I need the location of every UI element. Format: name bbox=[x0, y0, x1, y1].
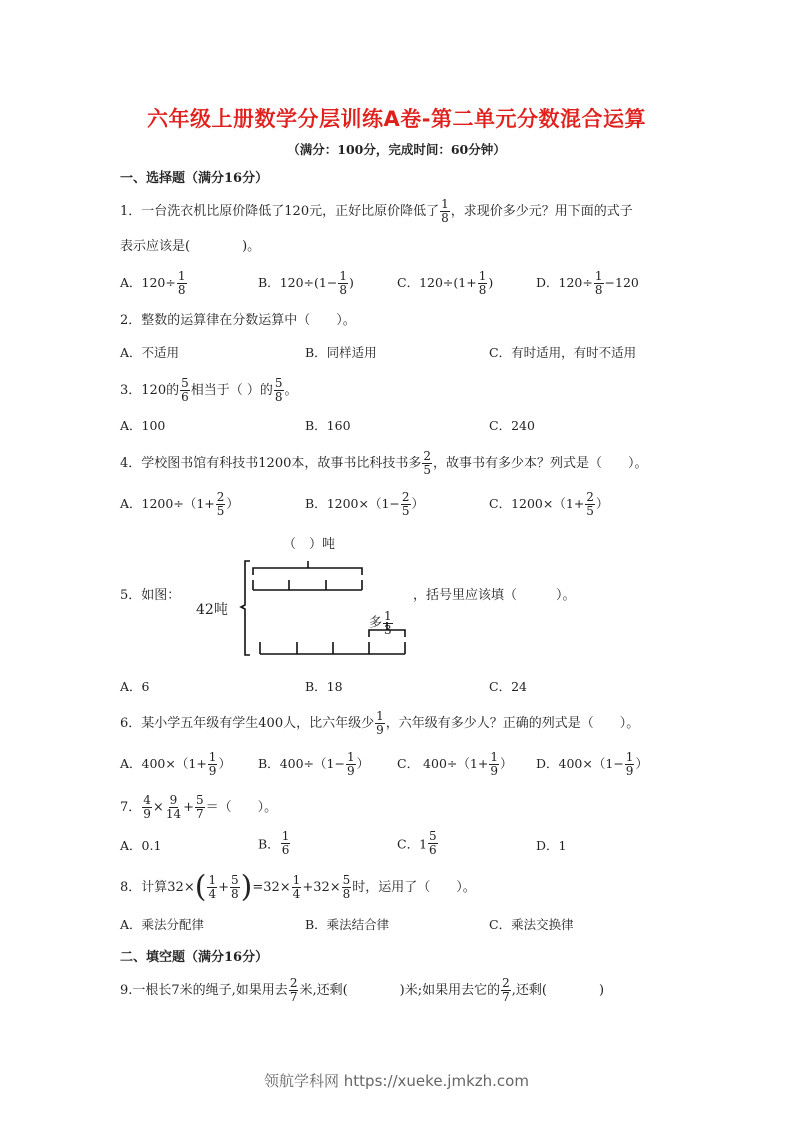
option-a[interactable]: A．120÷ $\frac{1}{8}$ bbox=[120, 269, 186, 297]
unknown-label: （ ）吨 bbox=[283, 537, 336, 552]
option-d[interactable]: D．400×（1− $\frac{1}{9}$ ） bbox=[536, 750, 648, 778]
watermark-footer: 领航学科网 https://xueke.jmkzh.com bbox=[264, 1072, 529, 1090]
question-7: 7． $\frac{4}{9}$ × $\frac{9}{14}$ + $\frac{5}{7}$ ＝（ ）。 bbox=[120, 793, 278, 821]
option-c[interactable]: C．120÷(1+ $\frac{1}{8}$ ) bbox=[397, 269, 494, 297]
option-d[interactable]: D．120÷ $\frac{1}{8}$ −120 bbox=[536, 269, 639, 297]
more-fraction-label: 多 $\frac{1}{3}$ bbox=[369, 609, 392, 637]
question-9: 9.一根长7米的绳子,如果用去 $\frac{2}{7}$ 米,还剩( )米;如果用去它的 $\frac{2}{7}$ ,还剩( ) bbox=[120, 976, 605, 1004]
option-c[interactable]: C．24 bbox=[489, 679, 527, 694]
option-b[interactable]: B．1200×（1− $\frac{2}{5}$ ） bbox=[305, 490, 425, 518]
option-b[interactable]: B．160 bbox=[305, 418, 351, 433]
option-c[interactable]: C．乘法交换律 bbox=[489, 917, 574, 932]
option-b[interactable]: B．18 bbox=[305, 679, 343, 694]
option-a[interactable]: A．乘法分配律 bbox=[120, 917, 205, 932]
option-b[interactable]: B． $\frac{1}{6}$ bbox=[258, 829, 290, 857]
question-4: 4．学校图书馆有科技书1200本，故事书比科技书多 $\frac{2}{5}$ ，故事书有多少本？列式是（ ）。 bbox=[120, 449, 648, 477]
exam-info: （满分：100分，完成时间：60分钟） bbox=[287, 142, 506, 157]
option-b[interactable]: B．同样适用 bbox=[305, 345, 377, 360]
option-c[interactable]: C．有时适用，有时不适用 bbox=[489, 345, 637, 360]
option-a[interactable]: A．0.1 bbox=[120, 838, 162, 853]
question-1-line2: 表示应该是( )。 bbox=[120, 239, 261, 254]
question-8: 8．计算32×( $\frac{1}{4}$ + $\frac{5}{8}$ )=32× $\frac{1}{4}$ +32× $\frac{5}{8}$ 时，运用了（ ）。 bbox=[120, 869, 476, 905]
option-b[interactable]: B．400÷（1− $\frac{1}{9}$ ） bbox=[258, 750, 370, 778]
fraction: $\frac{2}{5}$ bbox=[423, 449, 431, 477]
question-1 bbox=[120, 198, 633, 225]
question-6: 6．某小学五年级有学生400人，比六年级少 $\frac{1}{9}$ ，六年级有多少人？正确的列式是（ ）。 bbox=[120, 709, 640, 737]
option-a[interactable]: A．400×（1+ $\frac{1}{9}$ ） bbox=[120, 750, 231, 778]
fraction: $\frac{1}{3}$ bbox=[384, 609, 392, 637]
option-a[interactable]: A．1200÷（1+ $\frac{2}{5}$ ） bbox=[120, 490, 239, 518]
page-title: 六年级上册数学分层训练A卷-第二单元分数混合运算 bbox=[147, 107, 646, 131]
question-5-prefix: 5．如图： bbox=[120, 588, 181, 603]
question-3: 3．120的 $\frac{5}{6}$ 相当于（ ）的 $\frac{5}{8}$ 。 bbox=[120, 376, 298, 404]
option-c[interactable]: C．1 $\frac{5}{6}$ bbox=[397, 829, 437, 857]
option-a[interactable]: A．100 bbox=[120, 418, 166, 433]
fraction: $\frac{1}{9}$ bbox=[376, 709, 384, 737]
fraction: $\frac{5}{8}$ bbox=[274, 376, 283, 404]
segment-diagram bbox=[230, 550, 420, 660]
section-heading-choice: 一、选择题（满分16分） bbox=[120, 171, 269, 186]
option-d[interactable]: D．1 bbox=[536, 838, 567, 853]
question-2: 2．整数的运算律在分数运算中（ ）。 bbox=[120, 313, 356, 328]
option-c[interactable]: C．1200×（1+ $\frac{2}{5}$ ） bbox=[489, 490, 609, 518]
question-text: ，求现价多少元？用下面的式子 bbox=[450, 204, 633, 219]
question-5-text: ，括号里应该填（ ）。 bbox=[413, 588, 576, 603]
option-c[interactable]: C． 400÷（1+ $\frac{1}{9}$ ） bbox=[397, 750, 513, 778]
question-text: 1．一台洗衣机比原价降低了120元，正好比原价降低了 bbox=[120, 204, 440, 219]
option-b[interactable]: B．120÷(1− $\frac{1}{8}$ ) bbox=[258, 269, 354, 297]
fraction: $\frac{1}{8}$ bbox=[441, 197, 449, 225]
total-label: 42吨 bbox=[196, 602, 228, 618]
option-a[interactable]: A．6 bbox=[120, 679, 150, 694]
fraction: $\frac{5}{6}$ bbox=[181, 376, 189, 404]
option-a[interactable]: A．不适用 bbox=[120, 345, 180, 360]
option-b[interactable]: B．乘法结合律 bbox=[305, 917, 390, 932]
section-heading-fill: 二、填空题（满分16分） bbox=[120, 950, 269, 965]
option-c[interactable]: C．240 bbox=[489, 418, 535, 433]
